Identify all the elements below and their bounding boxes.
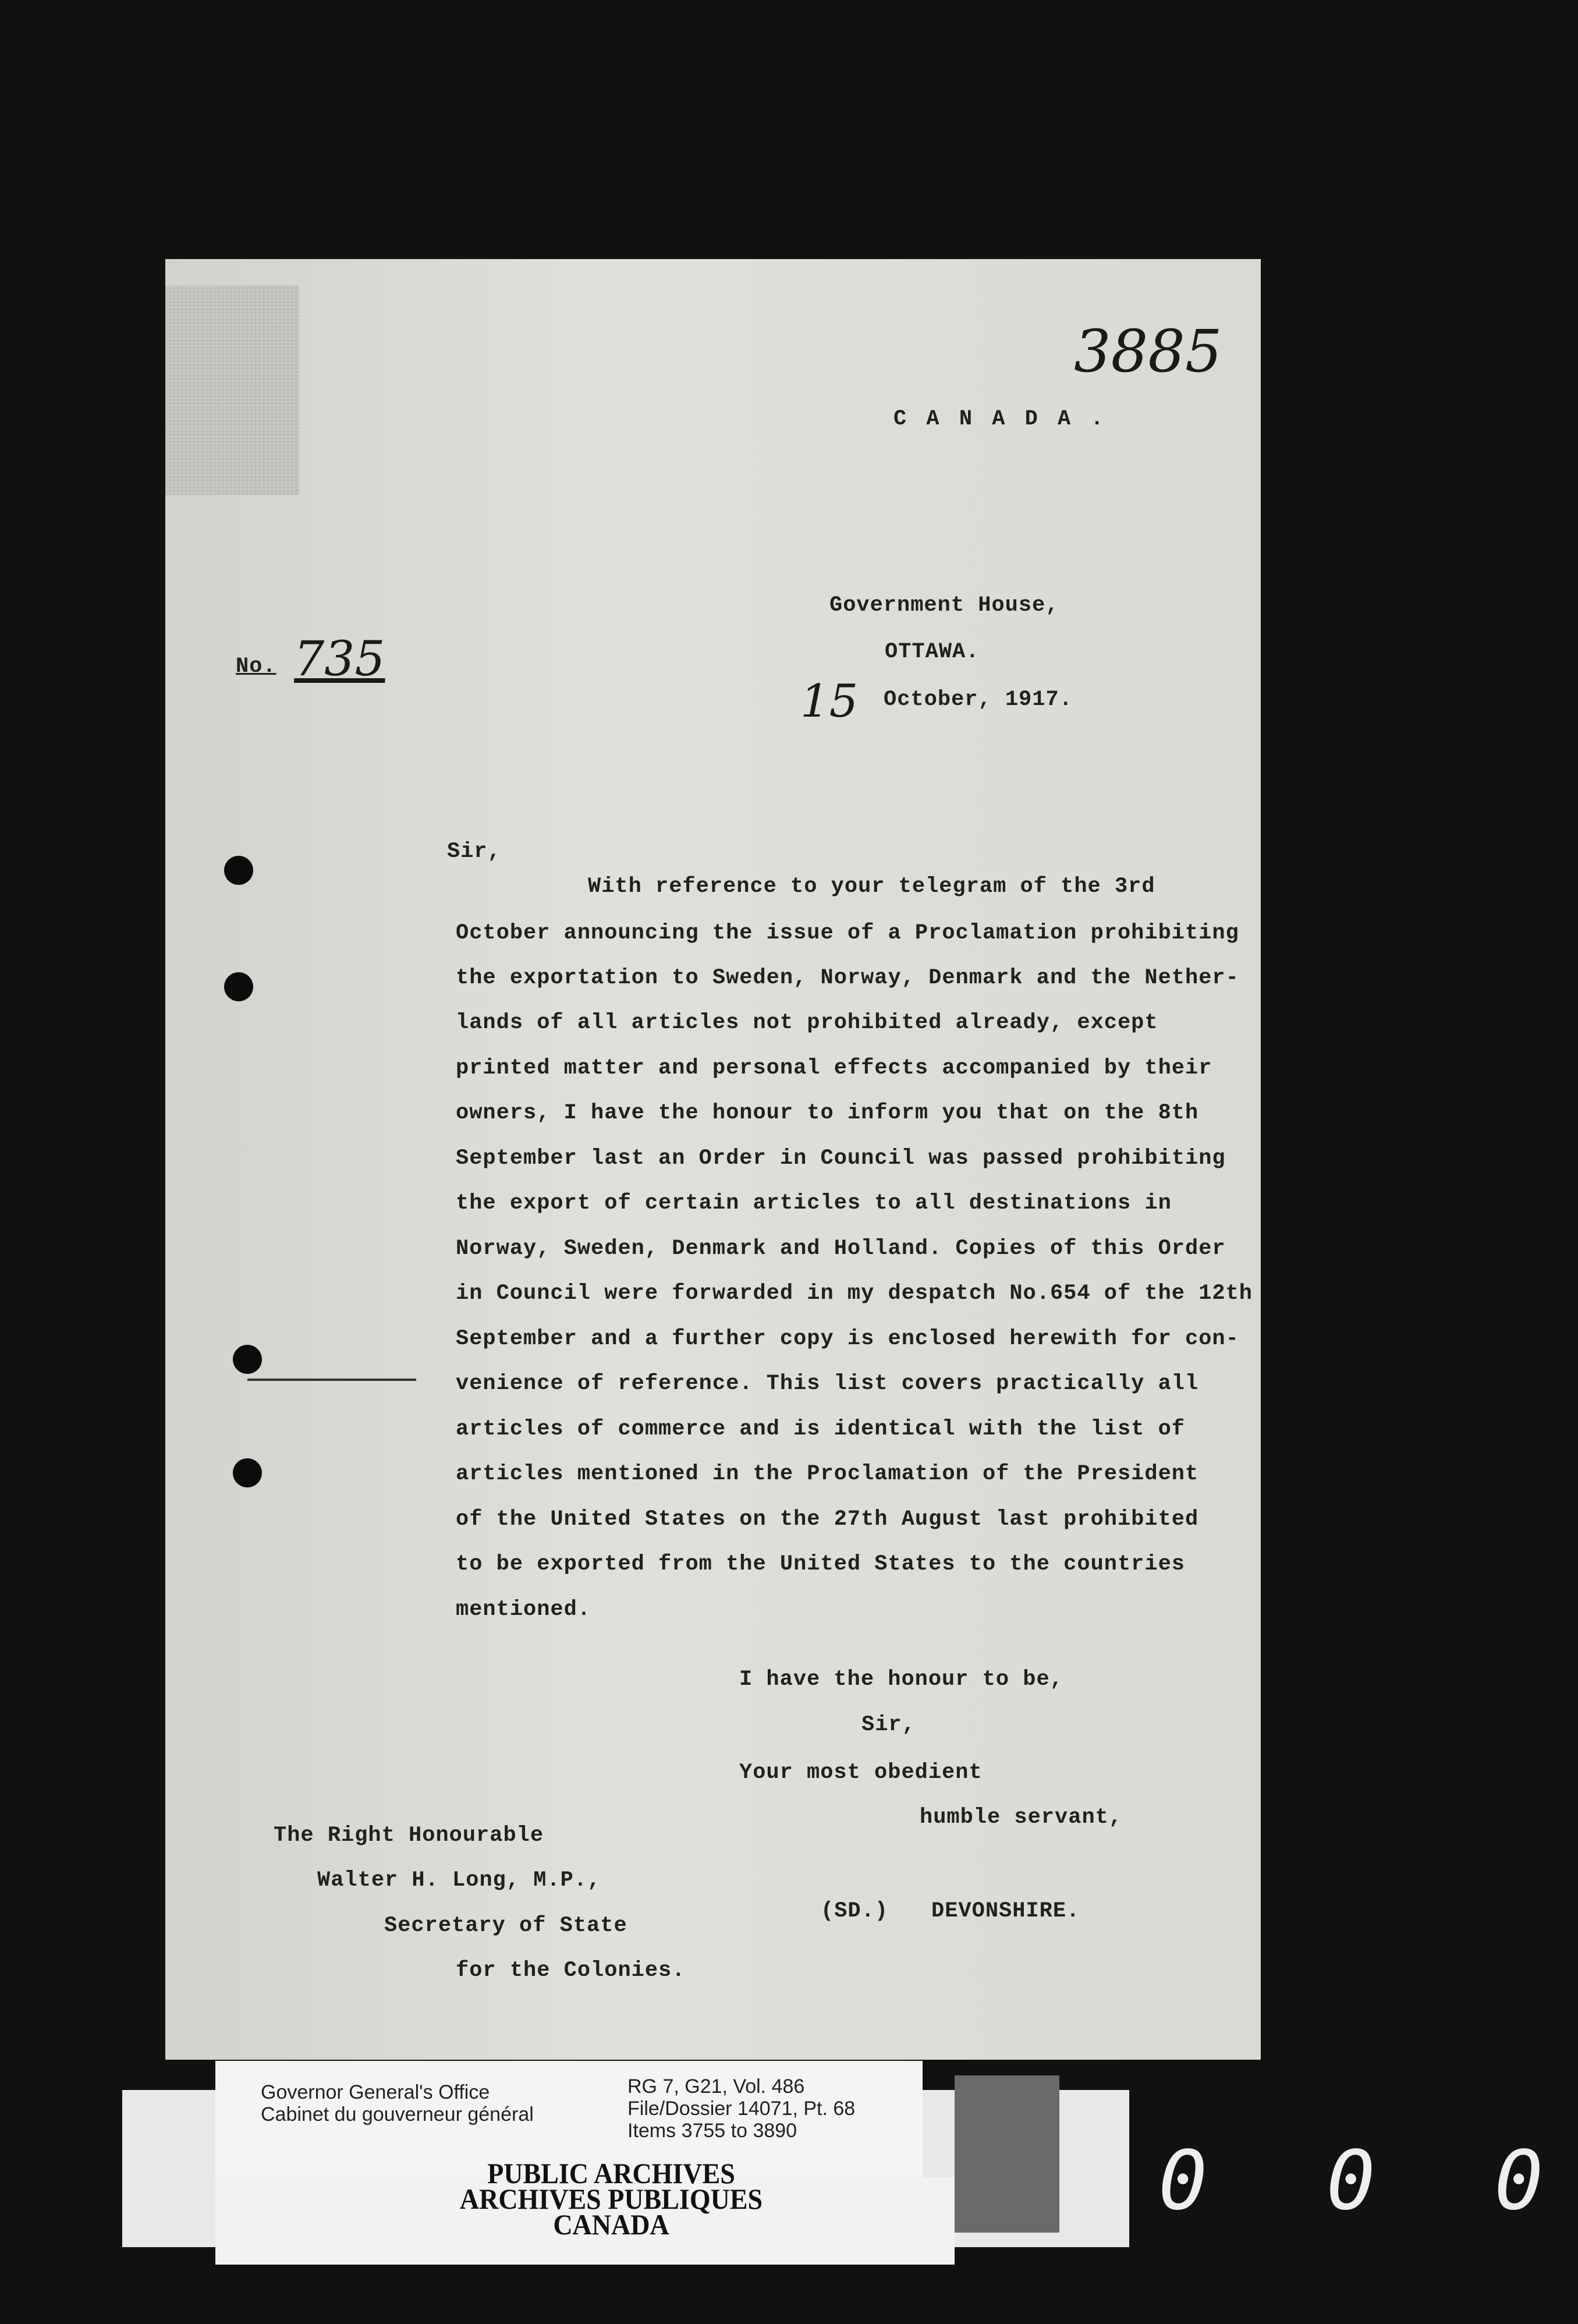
item-range: Items 3755 to 3890 xyxy=(627,2120,797,2142)
punch-hole xyxy=(224,856,253,885)
signature-name: DEVONSHIRE. xyxy=(931,1899,1080,1923)
archives-en: PUBLIC ARCHIVES xyxy=(487,2157,735,2190)
body-line-12: venience of reference. This list covers practically all xyxy=(456,1372,1199,1396)
archives-fr: ARCHIVES PUBLIQUES xyxy=(459,2183,763,2215)
punch-hole xyxy=(233,1345,262,1374)
margin-rule xyxy=(247,1379,416,1381)
addressee-line-1: The Right Honourable xyxy=(274,1823,544,1848)
salutation: Sir, xyxy=(447,839,501,864)
closing-line-4: humble servant, xyxy=(920,1805,1123,1830)
body-line-13: articles of commerce and is identical with the list of xyxy=(456,1417,1185,1441)
date: October, 1917. xyxy=(884,688,1073,712)
body-line-8: the export of certain articles to all destinations in xyxy=(456,1191,1172,1216)
signature-prefix: (SD.) xyxy=(821,1899,889,1923)
punch-hole xyxy=(233,1458,262,1487)
frame-counter: 0 0 0 xyxy=(1158,2134,1578,2229)
closing-line-2: Sir, xyxy=(861,1713,916,1737)
body-line-3: the exportation to Sweden, Norway, Denmark and the Nether- xyxy=(456,966,1239,990)
body-line-7: September last an Order in Council was passed prohibiting xyxy=(456,1146,1226,1171)
office-en: Governor General's Office xyxy=(261,2081,490,2103)
body-line-1: With reference to your telegram of the 3rd xyxy=(588,874,1155,899)
address-line-2: OTTAWA. xyxy=(885,640,980,664)
body-line-10: in Council were forwarded in my despatch No.654 of the 12th xyxy=(456,1281,1253,1306)
body-line-16: to be exported from the United States to the countries xyxy=(456,1552,1185,1577)
folio-number: 3885 xyxy=(1074,317,1222,385)
record-group: RG 7, G21, Vol. 486 xyxy=(627,2075,805,2098)
closing-line-1: I have the honour to be, xyxy=(739,1667,1063,1692)
body-line-17: mentioned. xyxy=(456,1597,591,1622)
body-line-11: September and a further copy is enclosed herewith for con- xyxy=(456,1327,1239,1351)
addressee-line-3: Secretary of State xyxy=(384,1914,627,1938)
addressee-line-2: Walter H. Long, M.P., xyxy=(317,1868,601,1893)
punch-hole xyxy=(224,972,253,1001)
body-line-2: October announcing the issue of a Proclamation prohibiting xyxy=(456,921,1239,945)
archives-country: CANADA xyxy=(553,2208,669,2241)
dispatch-label: No. xyxy=(236,654,276,679)
closing-line-3: Your most obedient xyxy=(739,1760,983,1785)
body-line-4: lands of all articles not prohibited already, except xyxy=(456,1011,1158,1035)
label-grey-block xyxy=(955,2075,1059,2233)
date-day: 15 xyxy=(800,675,859,728)
body-line-5: printed matter and personal effects accompanied by their xyxy=(456,1056,1212,1080)
office-fr: Cabinet du gouverneur général xyxy=(261,2103,534,2125)
body-line-15: of the United States on the 27th August last prohibited xyxy=(456,1507,1199,1532)
body-line-6: owners, I have the honour to inform you that on the 8th xyxy=(456,1101,1199,1125)
address-line-1: Government House, xyxy=(829,593,1059,618)
country-heading: C A N A D A . xyxy=(893,407,1107,431)
tape-strip xyxy=(165,285,299,495)
dispatch-number: 735 xyxy=(294,632,385,687)
file-number: File/Dossier 14071, Pt. 68 xyxy=(627,2098,856,2120)
body-line-14: articles mentioned in the Proclamation of the President xyxy=(456,1462,1199,1486)
body-line-9: Norway, Sweden, Denmark and Holland. Copies of this Order xyxy=(456,1237,1226,1261)
addressee-line-4: for the Colonies. xyxy=(456,1958,686,1983)
